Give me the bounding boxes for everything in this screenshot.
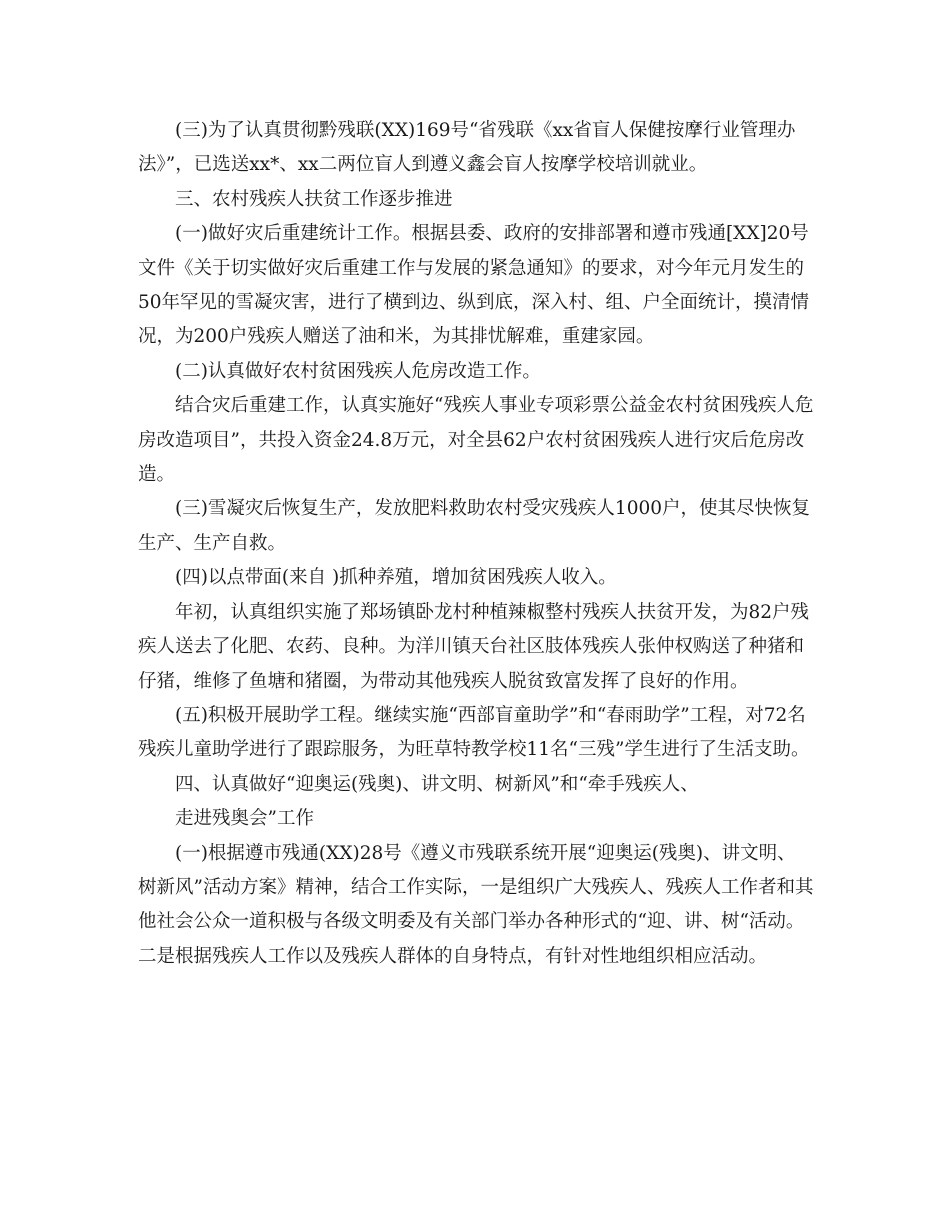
section-heading-olympics: 四、认真做好“迎奥运(残奥)、讲文明、树新风”和“牵手残疾人、 bbox=[175, 773, 699, 795]
paragraph-breeding: 年初，认真组织实施了郑场镇卧龙村种植辣椒整村残疾人扶贫开发，为82户残疾人送去了化肥、农药、良种。为洋川镇天台社区肢体残疾人张仲权购送了种猪和仔猪，维修了鱼塘和猪圈，为带动其他残疾人脱贫致富发挥了良好的作用。 bbox=[138, 601, 810, 692]
paragraph-blind-massage-training: (三)为了认真贯彻黔残联(XX)169号“省残联《xx省盲人保健按摩行业管理办法》”，已选送xx*、xx二两位盲人到遵义鑫会盲人按摩学校培训就业。 bbox=[138, 120, 796, 176]
paragraph-breeding-title: (四)以点带面(来自 )抓种养殖，增加贫困残疾人收入。 bbox=[175, 567, 617, 589]
paragraph-education-aid: (五)积极开展助学工程。继续实施“西部盲童助学”和“春雨助学”工程，对72名残疾儿童助学进行了跟踪服务，为旺草特教学校11名“三残”学生进行了生活支助。 bbox=[138, 704, 810, 761]
paragraph-production-recovery: (三)雪凝灾后恢复生产，发放肥料救助农村受灾残疾人1000户，使其尽快恢复生产、生产自救。 bbox=[138, 498, 811, 554]
section-heading-olympics-cont: 走进残奥会”工作 bbox=[175, 808, 314, 830]
paragraph-olympics-activities: (一)根据遵市残通(XX)28号《遵义市残联系统开展“迎奥运(残奥)、讲文明、树新风”活动方案》精神，结合工作实际，一是组织广大残疾人、残疾人工作者和其他社会公众一道积极与各级文明委及有关部门举办各种形式的“迎、讲、树“活动。二是根据残疾人工作以及残疾人群体的自身特点，有针对性地组织相应活动。 bbox=[138, 842, 814, 967]
document-body bbox=[138, 114, 814, 974]
paragraph-housing-renovation-title: (二)认真做好农村贫困残疾人危房改造工作。 bbox=[175, 360, 541, 382]
paragraph-disaster-statistics: (一)做好灾后重建统计工作。根据县委、政府的安排部署和遵市残通[XX]20号文件《关于切实做好灾后重建工作与发展的紧急通知》的要求，对今年元月发生的50年罕见的雪凝灾害，进行了横到边、纵到底，深入村、组、户全面统计，摸清情况，为200户残疾人赠送了油和米，为其排忧解难，重建家园。 bbox=[138, 223, 810, 348]
paragraph-housing-renovation: 结合灾后重建工作，认真实施好“残疾人事业专项彩票公益金农村贫困残疾人危房改造项目”，共投入资金24.8万元，对全县62户农村贫困残疾人进行灾后危房改造。 bbox=[138, 395, 814, 486]
section-heading-rural-poverty: 三、农村残疾人扶贫工作逐步推进 bbox=[175, 188, 453, 210]
